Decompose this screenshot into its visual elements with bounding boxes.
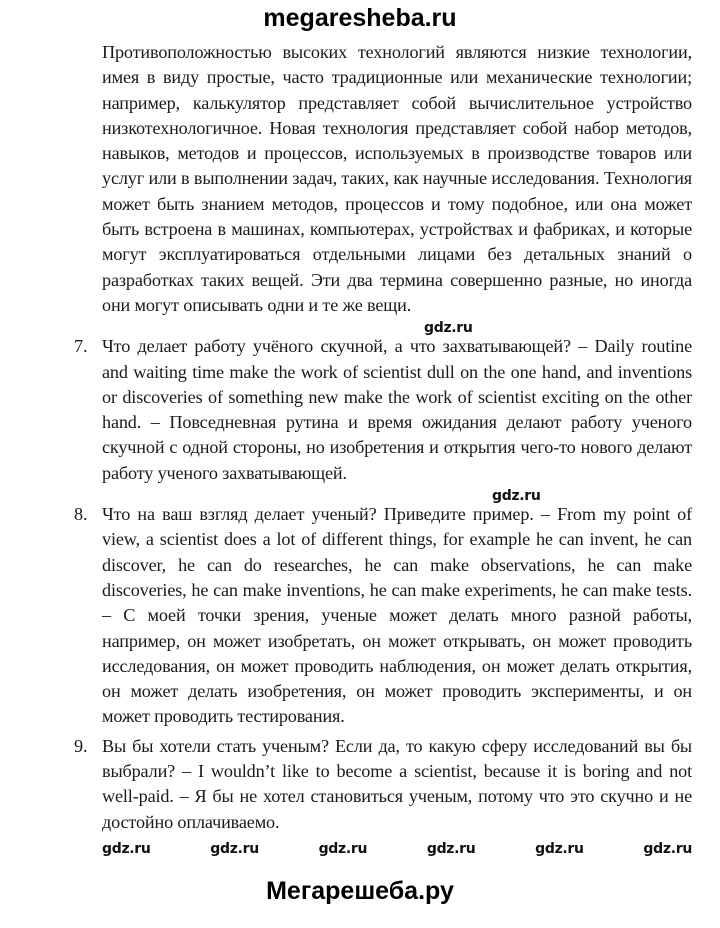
watermark: gdz.ru [426,840,476,857]
item-text: Что на ваш взгляд делает ученый? Приведите пример. – From my point of view, a scientist does a lot of different things, for example he can invent, he can discover, he can do researches, he can make observations, he can make discoveries, he can make inventions, he can make experiments, he can make tests. – С моей точки зрения, ученые может делать много разной работы, например, он может изобретать, он может открывать, он может проводить исследования, он может проводить наблюдения, он может делать открытия, он может делать изобретения, он может проводить эксперименты, и он может проводить тестирования. [102,504,692,727]
item-number: 9. [74,735,88,756]
watermark-row [102,318,692,337]
watermark: gdz.ru [424,320,473,337]
site-footer: Мегарешеба.ру [266,876,454,905]
watermark: gdz.ru [535,840,584,857]
watermark: gdz.ru [102,840,151,857]
answer-item-9 [74,734,692,835]
watermark-row [102,486,692,505]
watermark-strip [102,841,692,857]
item-number: 8. [74,504,88,525]
document-body [74,40,692,835]
item-text: Вы бы хотели стать ученым? Если да, то какую сферу исследований вы бы выбрали? – I wouldn’t like to become a scientist, because it is boring and not well-paid. – Я бы не хотел становиться ученым, потому что это скучно и не достойно оплачиваемо. [102,735,692,832]
site-header: megaresheba.ru [263,4,457,32]
intro-paragraph: Противоположностью высоких технологий являются низкие технологии, имея в виду простые, часто традиционные или механические технологии; например, калькулятор представляет собой вычислительное устройство низкотехнологичное. Новая технология представляет собой набор методов, навыков, методов и процессов, используемых в производстве товаров или услуг или в выполнении задач, таких, как научные исследования. Технология может быть знанием методов, процессов и тому подобное, или она может быть встроена в машинах, компьютерах, устройствах и фабриках, и которые могут эксплуатироваться отдельными лицами без детальных знаний о разработках таких вещей. Эти два термина совершенно разные, но иногда они могут описывать одни и те же вещи. [102,42,692,315]
watermark: gdz.ru [643,840,692,857]
answer-item-8 [74,502,692,730]
item-number: 7. [74,336,88,357]
watermark: gdz.ru [210,840,259,857]
answer-item-7 [74,334,692,486]
item-text: Что делает работу учёного скучной, а что захватывающей? – Daily routine and waiting time make the work of scientist dull on the one hand, and inventions or discoveries of something new make the work of scientist exciting on the other hand. – Повседневная рутина и время ожидания делают работу ученого скучной с одной стороны, но изобретения и открытия чего-то нового делают работу ученого захватывающей. [102,336,692,483]
watermark: gdz.ru [492,488,541,505]
watermark: gdz.ru [318,840,368,857]
